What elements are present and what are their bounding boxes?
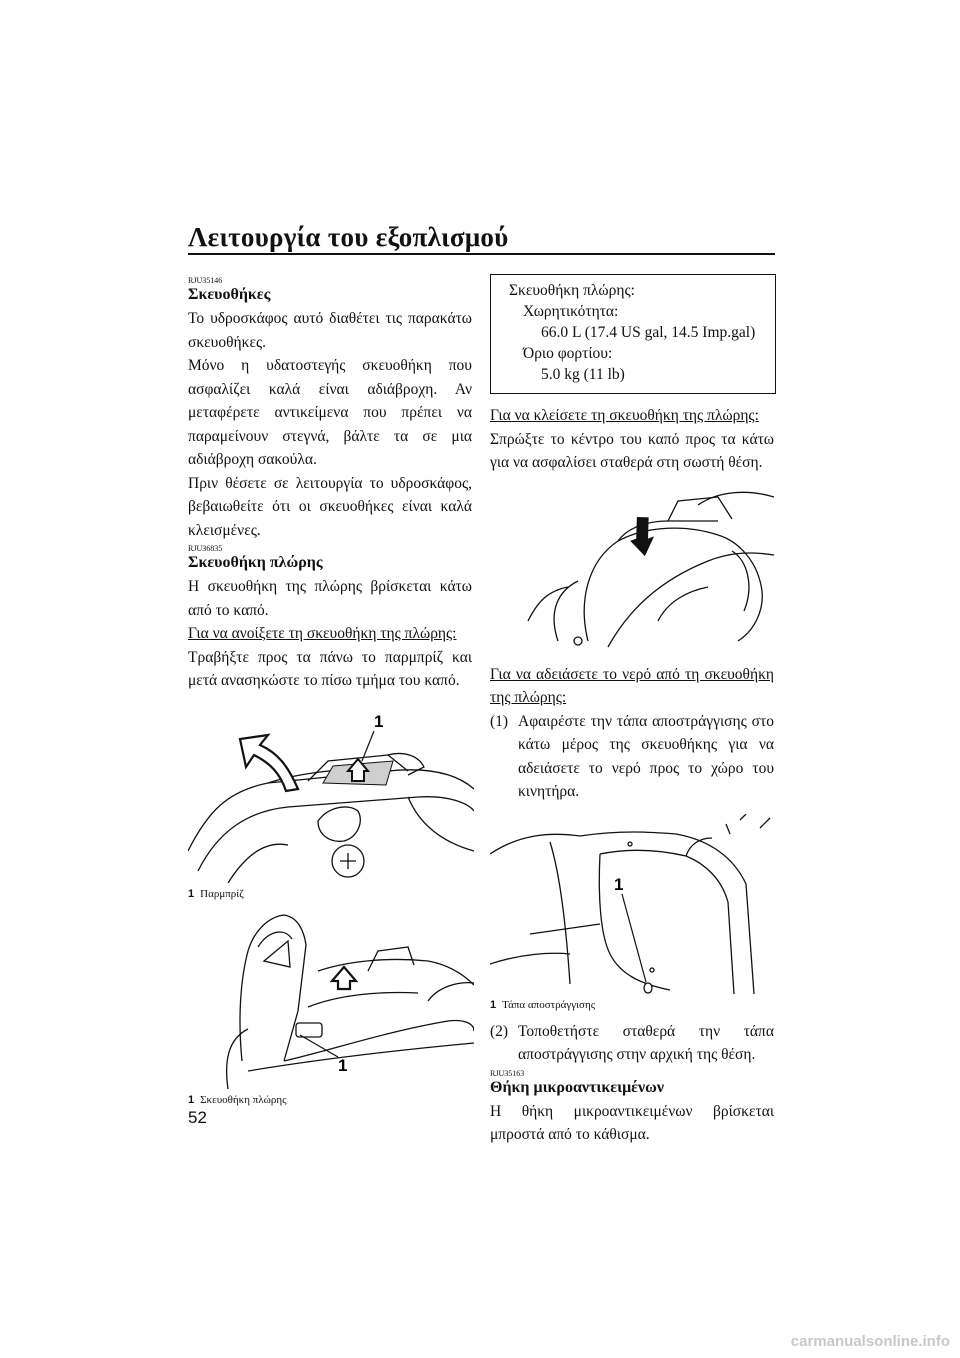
figure-caption (188, 887, 472, 901)
windshield-illustration (188, 711, 474, 883)
section-code: RJU35163 (490, 1068, 525, 1078)
header-rule (188, 253, 775, 255)
spec-capacity-label: Χωρητικότητα: (523, 303, 619, 320)
figure-bow-storage (188, 911, 472, 1107)
section-heading-small-items: Θήκη μικροαντικειμένων (490, 1078, 664, 1096)
caption-number: 1 (490, 998, 497, 1011)
paragraph: Σπρώξτε το κέντρο του καπό προς τα κάτω για να ασφαλίσει σταθερά στη σωστή θέση. (490, 430, 774, 471)
left-column (188, 274, 472, 1107)
figure-caption (490, 998, 774, 1012)
paragraph: Η θήκη μικροαντικειμένων βρίσκεται μπροστά από το κάθισμα. (490, 1102, 774, 1143)
caption-text: Σκευοθήκη πλώρης (200, 1093, 287, 1106)
section-code: RJU36835 (188, 544, 223, 553)
section-code: RJU35146 (188, 276, 223, 285)
close-hood-illustration (518, 491, 774, 651)
fig4-callout: 1 (614, 874, 624, 894)
fig2-callout: 1 (338, 1055, 348, 1075)
paragraph: Πριν θέσετε σε λειτουργία το υδροσκάφος, βεβαιωθείτε ότι οι σκευοθήκες είναι καλά κλεισμένες. (188, 474, 472, 539)
fig1-callout: 1 (374, 711, 384, 731)
figure-caption (188, 1093, 472, 1107)
section-heading-bow-storage: Σκευοθήκη πλώρης (188, 554, 323, 571)
caption-number: 1 (188, 1093, 195, 1106)
caption-number: 1 (188, 887, 195, 900)
page-number: 52 (188, 1108, 207, 1127)
paragraph: Η σκευοθήκη της πλώρης βρίσκεται κάτω από το καπό. (188, 578, 472, 619)
page-title: Λειτουργία του εξοπλισμού (188, 222, 509, 252)
spec-box (490, 274, 776, 394)
step-number: (2) (490, 1022, 509, 1040)
step-1 (490, 710, 774, 804)
subheading-open: Για να ανοίξετε τη σκευοθήκη της πλώρης: (188, 625, 457, 642)
figure-close-hood (518, 491, 774, 651)
paragraph: Μόνο η υδατοστεγής σκευοθήκη που ασφαλίζει καλά είναι αδιάβροχη. Αν μεταφέρετε αντικείμενα που πρέπει να παραμείνουν στεγνά, βάλτε τα σε μια αδιάβροχη σακούλα. (188, 357, 472, 468)
paragraph: Τραβήξτε προς τα πάνω το παρμπρίζ και μετά ανασηκώστε το πίσω τμήμα του καπό. (188, 648, 472, 689)
watermark: carmanualsonline.info (790, 1333, 950, 1350)
caption-text: Τάπα αποστράγγισης (502, 998, 596, 1011)
step-2 (490, 1020, 774, 1067)
spec-load-value: 5.0 kg (11 lb) (541, 366, 625, 383)
drain-plug-illustration (490, 814, 776, 994)
caption-text: Παρμπρίζ (200, 887, 244, 900)
paragraph: Το υδροσκάφος αυτό διαθέτει τις παρακάτω σκευοθήκες. (188, 310, 472, 351)
section-heading-storage: Σκευοθήκες (188, 286, 271, 303)
figure-windshield (188, 711, 472, 901)
step-text: Τοποθετήστε σταθερά την τάπα αποστράγγισης στην αρχική της θέση. (518, 1022, 774, 1063)
right-column (490, 274, 774, 1147)
bow-storage-illustration (188, 911, 474, 1089)
step-number: (1) (490, 712, 509, 730)
spec-load-label: Όριο φορτίου: (523, 345, 613, 362)
spec-title: Σκευοθήκη πλώρης: (509, 282, 635, 299)
figure-drain-plug (490, 814, 774, 1012)
subheading-drain: Για να αδειάσετε το νερό από τη σκευοθήκη της πλώρης: (490, 665, 774, 706)
step-text: Αφαιρέστε την τάπα αποστράγγισης στο κάτω μέρος της σκευοθήκης για να αδειάσετε το νερό προς το χώρο του κινητήρα. (518, 712, 774, 800)
spec-capacity-value: 66.0 L (17.4 US gal, 14.5 Imp.gal) (541, 324, 756, 341)
subheading-close: Για να κλείσετε τη σκευοθήκη της πλώρης: (490, 407, 759, 424)
